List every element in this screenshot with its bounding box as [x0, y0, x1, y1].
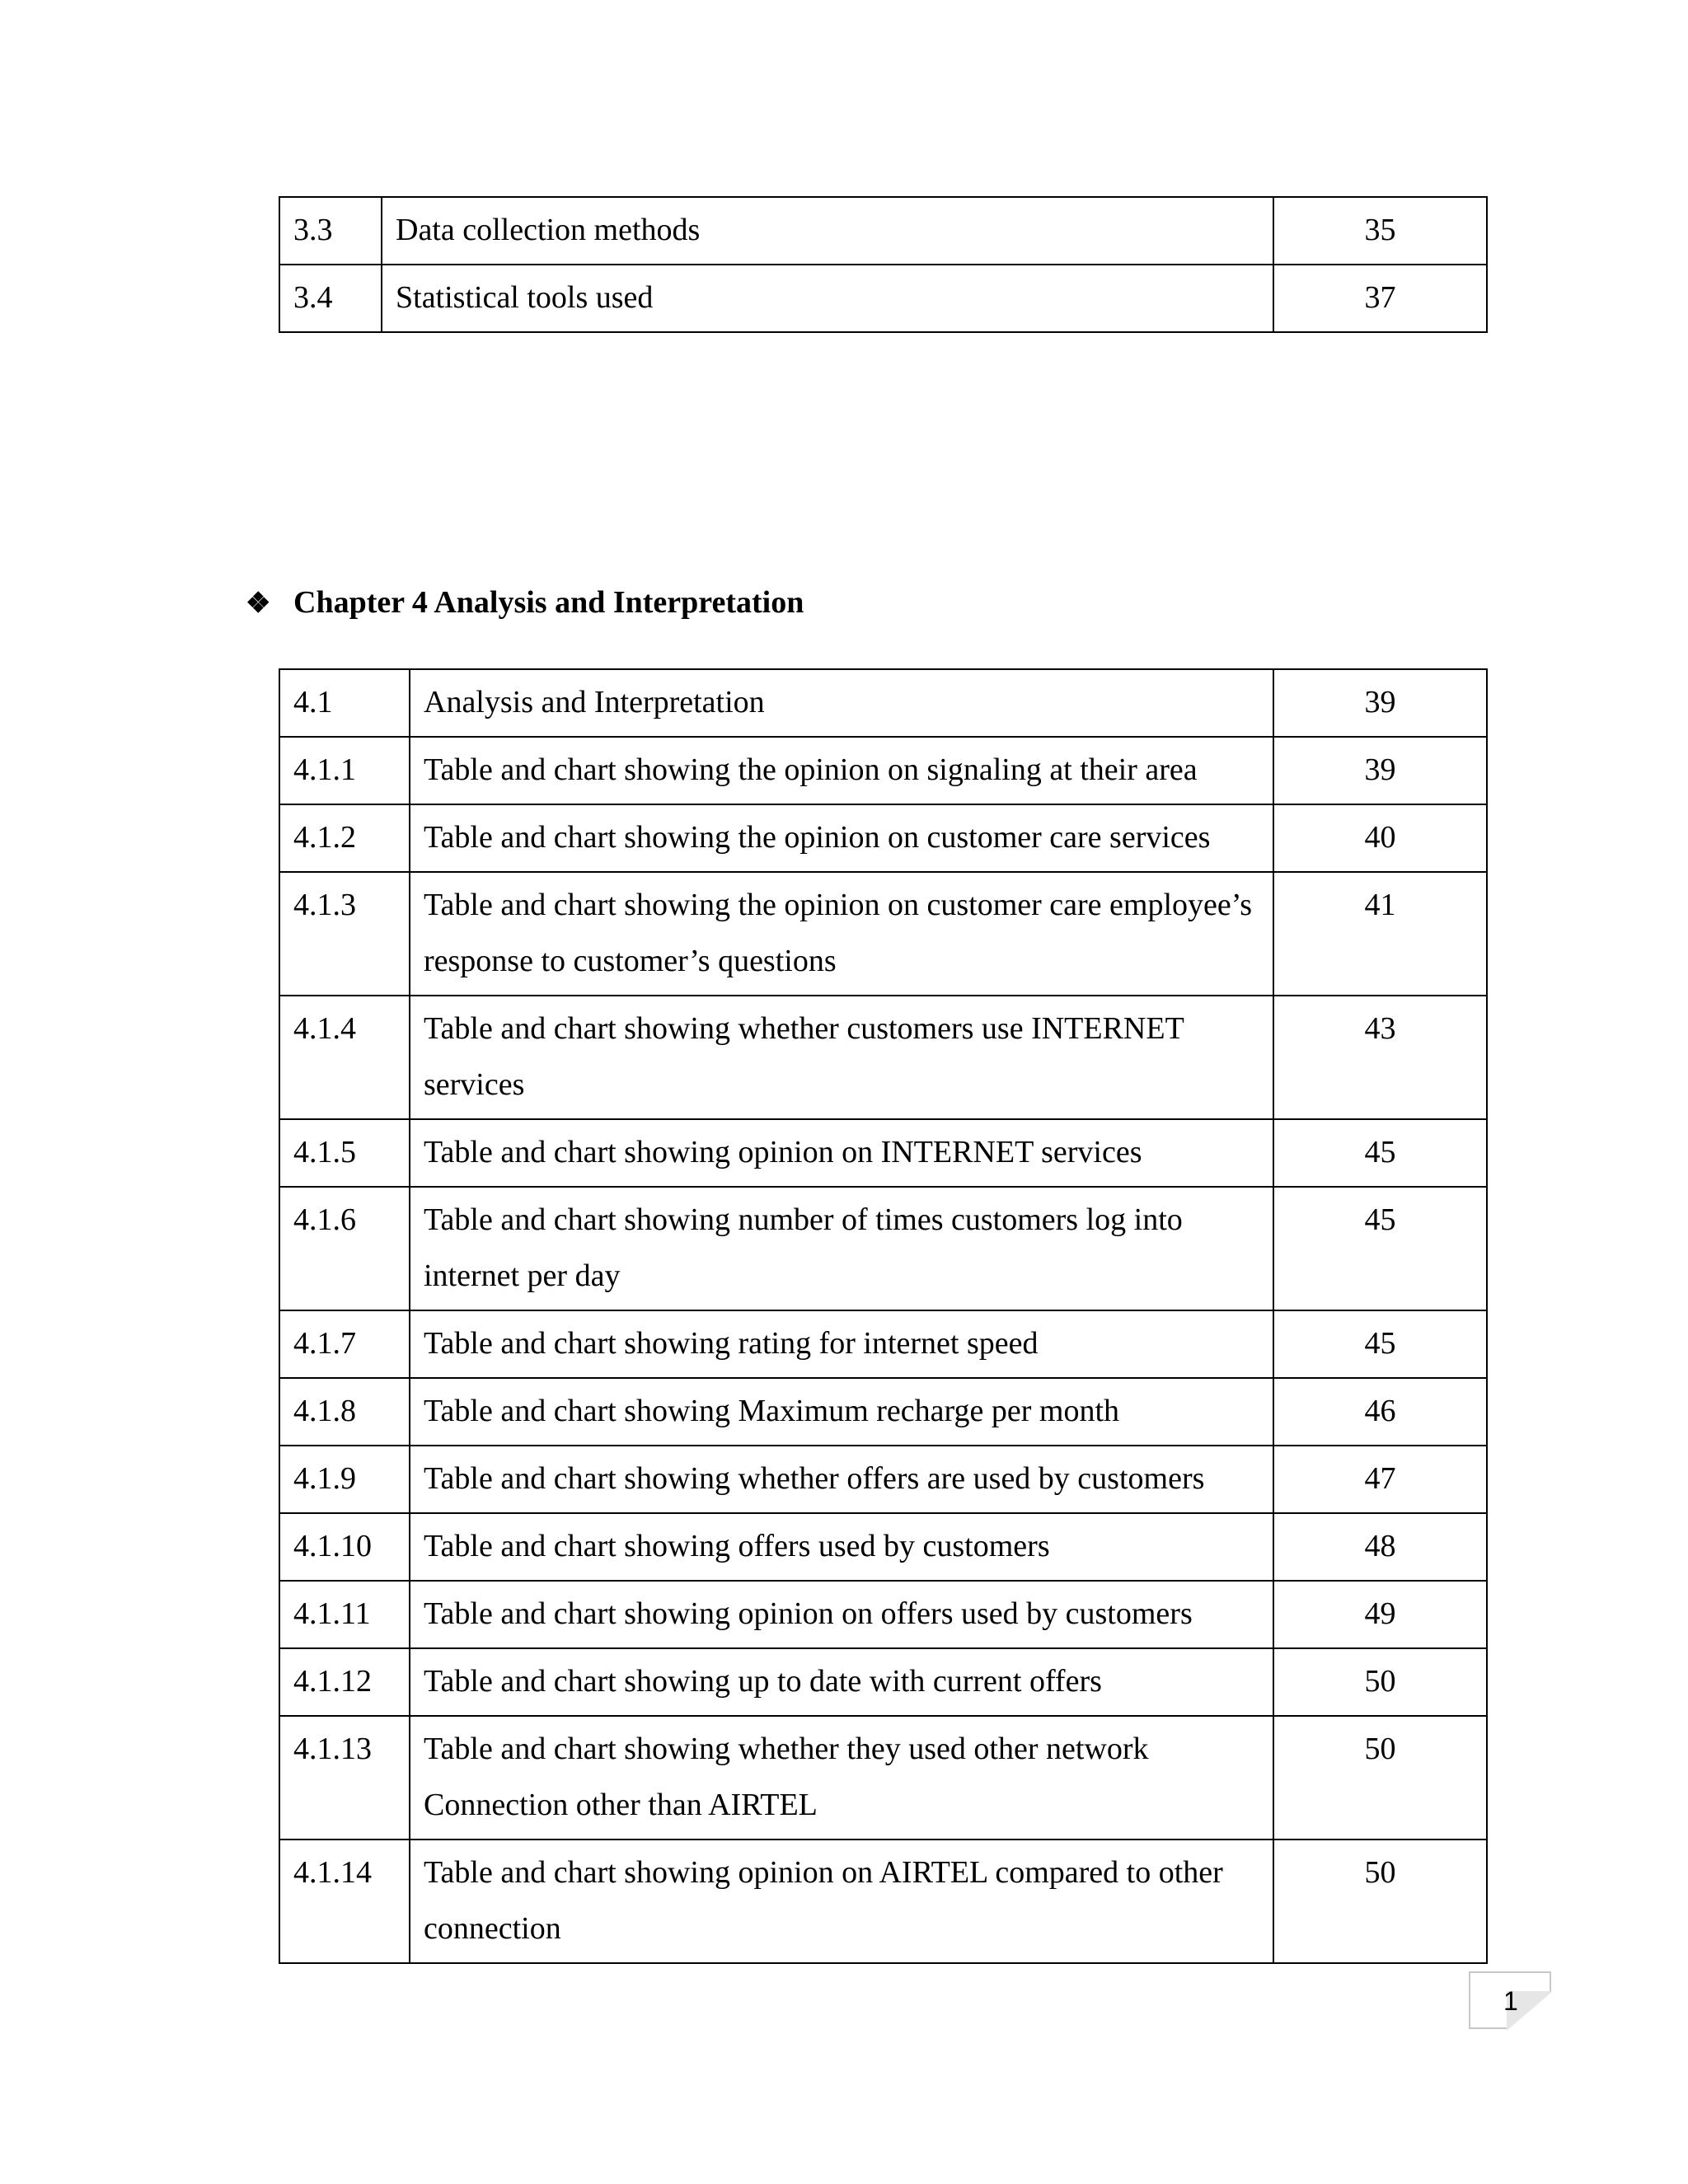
toc-row-number: 4.1.4 — [279, 996, 410, 1119]
toc-row-title: Table and chart showing whether customers use INTERNET services — [410, 996, 1273, 1119]
toc-row-page: 41 — [1273, 872, 1487, 996]
toc-row-number: 4.1.14 — [279, 1840, 410, 1963]
toc-row-page: 48 — [1273, 1513, 1487, 1581]
toc-row-number: 4.1 — [279, 669, 410, 737]
toc-row-page: 37 — [1273, 265, 1487, 332]
toc-row-number: 4.1.12 — [279, 1648, 410, 1716]
toc-row-number: 4.1.5 — [279, 1119, 410, 1187]
toc-row-page: 35 — [1273, 197, 1487, 265]
toc-row — [279, 1310, 1487, 1378]
toc-row-page: 40 — [1273, 804, 1487, 872]
toc-row — [279, 872, 1487, 996]
toc-row-number: 4.1.1 — [279, 737, 410, 804]
toc-row — [279, 996, 1487, 1119]
toc-row — [279, 737, 1487, 804]
toc-row-title: Table and chart showing opinion on AIRTEL compared to other connection — [410, 1840, 1273, 1963]
page-box-edge — [1470, 2027, 1507, 2029]
toc-row-title: Table and chart showing rating for internet speed — [410, 1310, 1273, 1378]
toc-row-title: Table and chart showing number of times customers log into internet per day — [410, 1187, 1273, 1310]
toc-row-title: Table and chart showing Maximum recharge per month — [410, 1378, 1273, 1446]
toc-row-title: Data collection methods — [382, 197, 1273, 265]
toc-row-page: 49 — [1273, 1581, 1487, 1648]
page-number: 1 — [1503, 1986, 1518, 2016]
toc-row-title: Table and chart showing the opinion on customer care services — [410, 804, 1273, 872]
toc-row — [279, 1119, 1487, 1187]
toc-table-chapter3 — [279, 196, 1488, 333]
toc-row-page: 46 — [1273, 1378, 1487, 1446]
toc-row-number: 4.1.13 — [279, 1716, 410, 1840]
toc-row-number: 4.1.8 — [279, 1378, 410, 1446]
chapter-heading-text: Chapter 4 Analysis and Interpretation — [293, 585, 804, 620]
toc-row-title: Table and chart showing offers used by customers — [410, 1513, 1273, 1581]
toc-row-title: Analysis and Interpretation — [410, 669, 1273, 737]
toc-row — [279, 1581, 1487, 1648]
toc-row-page: 45 — [1273, 1119, 1487, 1187]
toc-row-title: Table and chart showing whether they used other network Connection other than AIRTEL — [410, 1716, 1273, 1840]
toc-row — [279, 1840, 1487, 1963]
toc-row-title: Table and chart showing whether offers are used by customers — [410, 1446, 1273, 1513]
toc-row-number: 4.1.9 — [279, 1446, 410, 1513]
toc-row — [279, 1648, 1487, 1716]
toc-row-number: 4.1.10 — [279, 1513, 410, 1581]
toc-row — [279, 197, 1487, 265]
toc-row-number: 3.4 — [279, 265, 382, 332]
toc-row-title: Table and chart showing the opinion on customer care employee’s response to customer’s questions — [410, 872, 1273, 996]
toc-row-page: 45 — [1273, 1310, 1487, 1378]
toc-row-title: Table and chart showing opinion on offers used by customers — [410, 1581, 1273, 1648]
toc-row-title: Table and chart showing opinion on INTERNET services — [410, 1119, 1273, 1187]
toc-row-number: 4.1.6 — [279, 1187, 410, 1310]
toc-row — [279, 1446, 1487, 1513]
toc-row — [279, 265, 1487, 332]
toc-row-page: 47 — [1273, 1446, 1487, 1513]
diamond-bullet-icon: ❖ — [246, 588, 271, 619]
toc-row — [279, 804, 1487, 872]
toc-row — [279, 1716, 1487, 1840]
toc-row-page: 50 — [1273, 1716, 1487, 1840]
toc-row-page: 39 — [1273, 737, 1487, 804]
chapter-heading — [246, 582, 804, 625]
toc-row-title: Table and chart showing up to date with current offers — [410, 1648, 1273, 1716]
toc-row-number: 3.3 — [279, 197, 382, 265]
toc-row-number: 4.1.3 — [279, 872, 410, 996]
toc-row-number: 4.1.11 — [279, 1581, 410, 1648]
toc-row-page: 45 — [1273, 1187, 1487, 1310]
toc-row-title: Statistical tools used — [382, 265, 1273, 332]
toc-row-number: 4.1.2 — [279, 804, 410, 872]
toc-row — [279, 1378, 1487, 1446]
toc-row — [279, 1187, 1487, 1310]
toc-table-chapter4 — [279, 668, 1488, 1964]
toc-row-page: 39 — [1273, 669, 1487, 737]
toc-row-title: Table and chart showing the opinion on signaling at their area — [410, 737, 1273, 804]
toc-row-number: 4.1.7 — [279, 1310, 410, 1378]
toc-row-page: 50 — [1273, 1840, 1487, 1963]
toc-row — [279, 669, 1487, 737]
page-number-box — [1469, 1971, 1551, 2029]
toc-row — [279, 1513, 1487, 1581]
toc-row-page: 43 — [1273, 996, 1487, 1119]
toc-row-page: 50 — [1273, 1648, 1487, 1716]
